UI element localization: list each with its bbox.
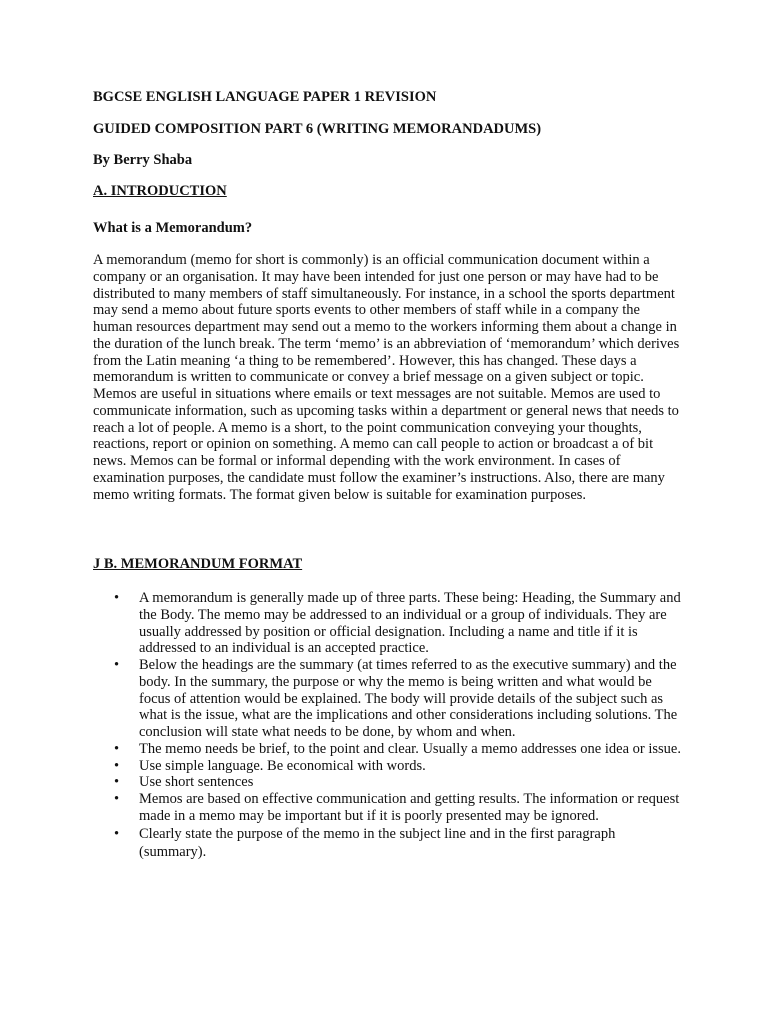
document-title: BGCSE ENGLISH LANGUAGE PAPER 1 REVISION: [93, 89, 437, 105]
bullet-icon: •: [114, 657, 120, 673]
list-item-text: Use short sentences: [139, 774, 254, 791]
list-item: [93, 774, 683, 791]
list-item-text: Below the headings are the summary (at times referred to as the executive summary) and the body. In the summary, the purpose or why the memo is being written and what would be focus of attention would be explained. The body will provide details of the subject such as what is the issue, what are the implications and other considerations including solutions. The conclusion will state what needs to be done, by whom and when.: [139, 657, 678, 740]
list-item: [93, 791, 683, 825]
introduction-paragraph: A memorandum (memo for short is commonly) is an official communication document within a company or an organisation. It may have been intended for just one person or may have had to be distributed to many members of staff simultaneously. For instance, in a school the sports department may send a memo about future sports events to other members of staff while in a company the human resources department may send out a memo to the workers informing them about a change in the duration of the lunch break. The term ‘memo’ is an abbreviation of ‘memorandum’ which derives from the Latin meaning ‘a thing to be remembered’. However, this has changed. These days a memorandum is written to communicate or convey a brief message on a given subject or topic. Memos are useful in situations where emails or text messages are not suitable. Memos are used to communicate information, such as upcoming tasks within a department or general news that needs to reach a lot of people. A memo is a short, to the point communication conveying your thoughts, reactions, report or opinion on something. A memo can call people to action or broadcast a of bit news. Memos can be formal or informal depending with the work environment. In cases of examination purposes, the candidate must follow the examiner’s instructions. Also, there are many memo writing formats. The format given below is suitable for examination purposes.: [93, 252, 680, 503]
bullet-icon: •: [114, 791, 120, 807]
bullet-icon: •: [114, 740, 120, 757]
format-bullet-list: [93, 590, 683, 861]
list-item: [93, 590, 683, 657]
bullet-icon: •: [114, 774, 120, 791]
section-b-heading: J B. MEMORANDUM FORMAT: [93, 556, 303, 572]
list-item: [93, 825, 683, 861]
list-item-text: A memorandum is generally made up of three parts. These being: Heading, the Summary and the Body. The memo may be addressed to an individual or a group of individuals. They are usually addressed by position or official designation. Including a name and title if it is addressed to an individual is an accepted practice.: [139, 590, 681, 657]
list-item: [93, 741, 683, 758]
section-a-question: What is a Memorandum?: [93, 220, 253, 236]
bullet-icon: •: [114, 590, 120, 606]
list-item-text: Clearly state the purpose of the memo in the subject line and in the first paragraph (summary).: [139, 825, 616, 860]
section-a-heading: A. INTRODUCTION: [93, 183, 227, 199]
list-item-text: Use simple language. Be economical with words.: [139, 757, 426, 774]
author-line: By Berry Shaba: [93, 152, 193, 168]
list-item: [93, 758, 683, 775]
list-item-text: Memos are based on effective communication and getting results. The information or request made in a memo may be important but if it is poorly presented may be ignored.: [139, 791, 680, 824]
list-item: [93, 657, 683, 741]
document-subtitle: GUIDED COMPOSITION PART 6 (WRITING MEMORANDADUMS): [93, 121, 542, 137]
list-item-text: The memo needs be brief, to the point and clear. Usually a memo addresses one idea or issue.: [139, 740, 681, 757]
bullet-icon: •: [114, 757, 120, 774]
bullet-icon: •: [114, 825, 120, 842]
